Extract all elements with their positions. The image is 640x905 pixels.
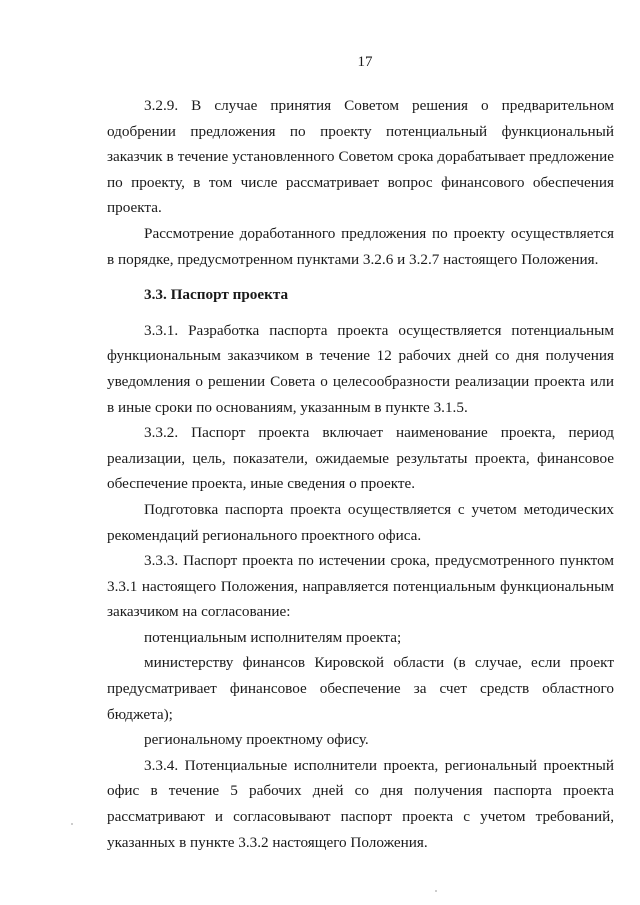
paragraph-3-3-1: 3.3.1. Разработка паспорта проекта осуществляется потенциальным функциональным заказчиком в течение 12 рабочих дней со дня получения уведомления о решении Совета о целесообразности реализации проекта или в иные сроки по основаниям, указанным в пункте 3.1.5. (107, 321, 614, 416)
scan-speck (71, 823, 73, 825)
paragraph-3-3-4: 3.3.4. Потенциальные исполнители проекта, региональный проектный офис в течение 5 рабочих дней со дня получения паспорта проекта рассматривают и согласовывают паспорт проекта с учетом требований, указанных в пункте 3.3.2 настоящего Положения. (107, 756, 614, 851)
list-item: потенциальным исполнителям проекта; (144, 628, 402, 646)
paragraph-3-2-9: 3.2.9. В случае принятия Советом решения о предварительном одобрении предложения по проекту потенциальный функциональный заказчик в течение установленного Советом срока дорабатывает предложение по проекту, в том числе рассматривает вопрос финансового обеспечения проекта. (107, 97, 614, 217)
scan-speck (435, 890, 437, 892)
section-heading: 3.3. Паспорт проекта (144, 286, 289, 304)
list-item: региональному проектному офису. (144, 731, 369, 749)
paragraph-3-3-2: 3.3.2. Паспорт проекта включает наименование проекта, период реализации, цель, показатели, ожидаемые результаты проекта, финансовое обеспечение проекта, иные сведения о проекте. (107, 424, 614, 493)
document-body (107, 93, 614, 855)
page-number: 17 (357, 54, 373, 70)
list-item: министерству финансов Кировской области (в случае, если проект предусматривает финансовое обеспечение за счет средств областного бюджета); (107, 654, 614, 723)
paragraph-passport-preparation: Подготовка паспорта проекта осуществляется с учетом методических рекомендаций регионального проектного офиса. (107, 500, 614, 544)
paragraph-3-3-3: 3.3.3. Паспорт проекта по истечении срока, предусмотренного пунктом 3.3.1 настоящего Положения, направляется потенциальным функциональным заказчиком на согласование: (107, 552, 614, 621)
paragraph-revision-review: Рассмотрение доработанного предложения по проекту осуществляется в порядке, предусмотренном пунктами 3.2.6 и 3.2.7 настоящего Положения. (107, 224, 614, 268)
